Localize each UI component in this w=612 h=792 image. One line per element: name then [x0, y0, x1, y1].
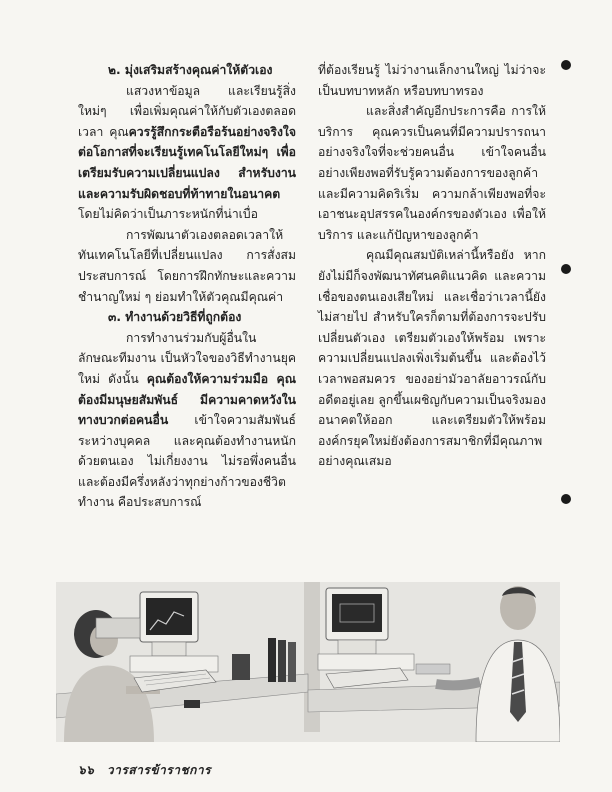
- body-paragraph: [318, 101, 546, 245]
- punch-hole-icon: [561, 60, 571, 70]
- section-heading: ๒. มุ่งเสริมสร้างคุณค่าให้ตัวเอง: [108, 63, 273, 77]
- bold-text-run: ควรรู้สึกกระตือรือร้นอย่างจริงใจต่อโอกาสที่จะเรียนรู้เทคโนโลยีใหม่ๆ เพื่อเตรียมรับความเปลี่ยนแปลง สำหรับงานและความรับผิดชอบที่ท้าทายในอนาคต: [78, 124, 296, 201]
- punch-hole-icon: [561, 494, 571, 504]
- text-run: เข้าใจความสัมพันธ์ระหว่างบุคคล และคุณต้องทำงานหนักด้วยตนเอง ไม่เกี่ยงงาน ไม่รอพึ่งคนอื่น และต้องมีครึ่งหลังว่าทุกย่างก้าวของชีวิตทำงาน คือประสบการณ์: [78, 413, 296, 510]
- body-paragraph: [78, 328, 296, 513]
- bold-text-run: คุณต้องให้ความร่วมมือ คุณต้องมีมนุษยสัมพันธ์ มีความคาดหวังในทางบวกต่อคนอื่น: [78, 371, 297, 428]
- text-run: ที่ต้องเรียนรู้ ไม่ว่างานเล็กงานใหญ่ ไม่ว่าจะเป็นบทบาทหลัก หรือบทบาทรอง: [318, 63, 546, 98]
- body-paragraph: [78, 81, 296, 225]
- section-heading: ๓. ทำงานด้วยวิธีที่ถูกต้อง: [108, 310, 242, 325]
- body-paragraph: [78, 225, 296, 307]
- page-footer: [78, 761, 219, 780]
- journal-name: วารสารข้าราชการ: [106, 763, 212, 777]
- text-run: คุณมีคุณสมบัติเหล่านี้หรือยัง หากยังไม่มีก็จงพัฒนาทัศนคติแนวคิด และความเชื่อของตนเองเสียใหม่ และเชื่อว่าเวลานี้ยังไม่สายไป สำหรับใครก็ตามที่ต้องการจะปรับเปลี่ยนตัวเอง เตรียมตัวเองให้พร้อม เพราะความเปลี่ยนแปลงเพิ่งเริ่มต้นขึ้น และต้องไว้เวลาพอสมควร ของอย่ามัวอาลัยอาวรณ์กับอดีตอยู่เลย ลูกขึ้นเผชิญกับความเป็นจริงมองอนาคตให้ออก และเตรียมตัวให้พร้อมองค์กรยุคใหม่ยังต้องการสมาชิกที่มีคุณภาพอย่างคุณเสมอ: [318, 248, 546, 469]
- punch-hole-icon: [561, 264, 571, 274]
- left-column: [78, 60, 296, 513]
- page-number: ๖๖: [78, 763, 95, 777]
- text-run: และสิ่งสำคัญอีกประการคือ การให้บริการ คุณควรเป็นคนที่มีความปรารถนาอย่างจริงใจที่จะช่วยคนอื่น เข้าใจคนอื่นอย่างเพียงพอที่รับรู้ความต้องการของลูกค้า และมีความคิดริเริ่ม ความกล้าเพียงพอที่จะเอาชนะอุปสรรคในองค์กรของตัวเอง เพื่อให้บริการ และแก้ปัญหาของลูกค้า: [318, 104, 546, 242]
- office-computer-illustration: [56, 582, 560, 742]
- body-paragraph: [318, 60, 546, 101]
- right-column: [318, 60, 546, 472]
- text-run: การพัฒนาตัวเองตลอดเวลาให้ทันเทคโนโลยีที่เปลี่ยนแปลง การสั่งสมประสบการณ์ โดยการฝึกทักษะและความชำนาญใหม่ ๆ ย่อมทำให้ตัวคุณมีคุณค่า: [78, 227, 296, 304]
- text-run: แสวงหาข้อมูล และเรียนรู้สิ่งใหม่ๆ เพื่อเพิ่มคุณค่าให้กับตัวเองตลอดเวลา คุณ: [78, 83, 296, 139]
- body-paragraph: [318, 245, 546, 472]
- text-run: การทำงานร่วมกับผู้อื่นในลักษณะทีมงาน เป็นหัวใจของวิธีทำงานยุคใหม่ ดังนั้น: [78, 330, 296, 386]
- text-run: โดยไม่คิดว่าเป็นภาระหนักที่น่าเบื่อ: [78, 207, 258, 222]
